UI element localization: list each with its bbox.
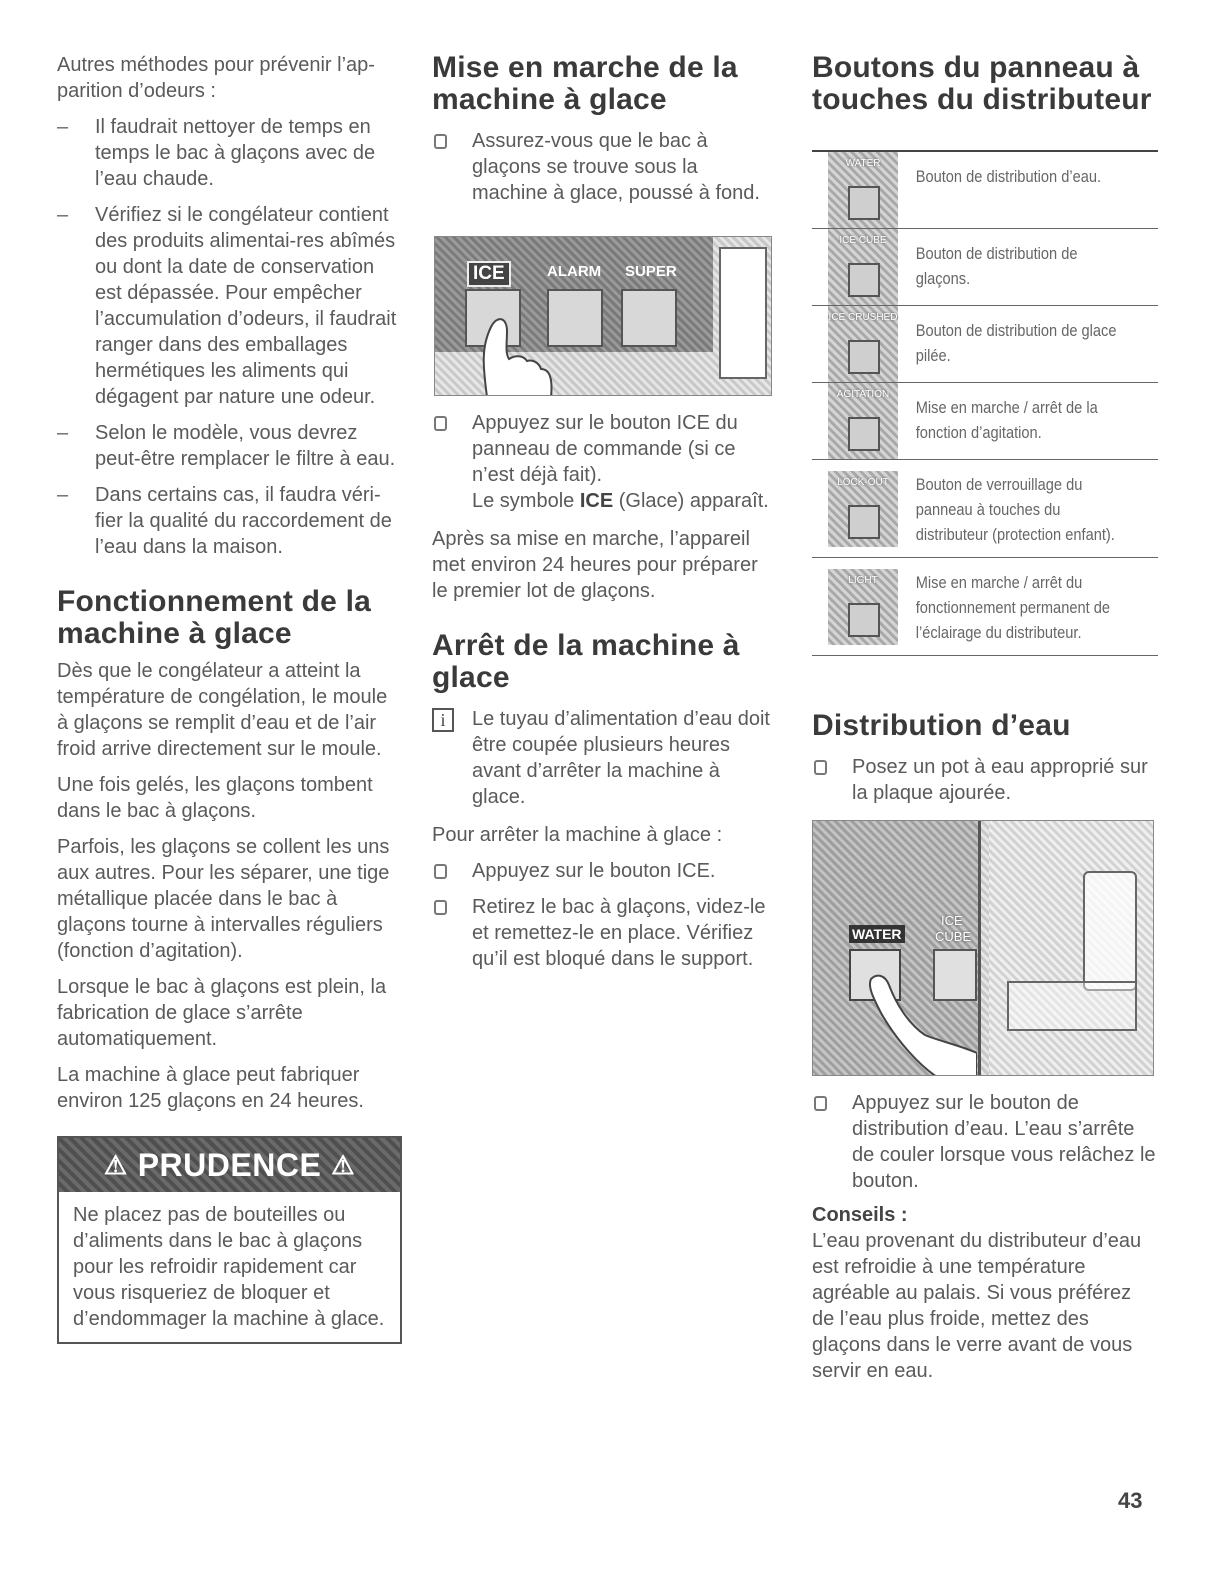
list-item	[432, 128, 777, 206]
checkbox-bullet-icon	[434, 900, 447, 915]
lock-out-button-icon	[828, 471, 898, 547]
step-text: Assurez-vous que le bac à glaçons se trouve sous la machine à glace, poussé à fond.	[472, 130, 760, 204]
info-icon: i	[432, 708, 454, 732]
ice-label: ICE	[941, 913, 963, 928]
ice-symbol-note	[472, 488, 777, 514]
dash-marker: –	[57, 422, 69, 444]
button-description: Mise en marche / arrêt de la fonction d’agitation.	[915, 398, 1098, 442]
button-tile-label: WATER	[845, 158, 881, 169]
button-description: Mise en marche / arrêt du fonctionnement permanent de l’éclairage du distributeur.	[915, 573, 1110, 642]
button-image	[812, 383, 914, 459]
section-heading-ice-maker-operation: Fonctionnement de la machine à glace	[57, 585, 372, 650]
list-item	[812, 1090, 1158, 1194]
control-panel-illustration	[434, 236, 772, 396]
display-window	[719, 247, 767, 379]
table-row	[812, 558, 1158, 656]
glass-icon	[1083, 871, 1137, 991]
list-item	[57, 114, 402, 192]
water-button-icon	[828, 152, 898, 228]
caution-header	[59, 1138, 400, 1192]
table-row	[812, 229, 1158, 306]
button-image	[812, 558, 914, 655]
button-table	[812, 150, 1158, 656]
column-2	[432, 52, 777, 972]
button-description: Bouton de verrouillage du panneau à touches du distributeur (protection enfant).	[915, 475, 1115, 544]
step-text: Appuyez sur le bouton ICE du panneau de commande (si ce n’est déjà fait).	[472, 412, 738, 486]
alarm-label: ALARM	[547, 263, 602, 280]
button-image	[812, 229, 914, 305]
caution-box	[57, 1136, 402, 1344]
odor-tip-3: Selon le modèle, vous devrez peut-être remplacer le filtre à eau.	[95, 422, 396, 470]
info-text: Le tuyau d’alimentation d’eau doit être coupée plusieurs heures avant d’arrêter la machine à glace.	[472, 708, 770, 808]
water-label: WATER	[849, 925, 905, 943]
column-1	[57, 52, 402, 1344]
pressing-finger-icon	[867, 971, 977, 1076]
ice-crushed-button-icon	[828, 306, 898, 382]
list-item	[432, 410, 777, 514]
button-tile-label: LOCK-OUT	[837, 476, 889, 488]
warning-triangle-icon: ⚠	[331, 1150, 356, 1180]
button-description: Bouton de distribution d’eau.	[915, 167, 1102, 186]
odor-intro: Autres méthodes pour prévenir l’ap-parition d’odeurs :	[57, 54, 375, 102]
dash-marker: –	[57, 116, 69, 138]
button-image	[812, 460, 914, 557]
pressing-finger-icon	[475, 307, 575, 396]
ice-cube-button-icon	[828, 229, 898, 305]
button-image	[812, 152, 914, 228]
odor-tip-1: Il faudrait nettoyer de temps en temps le bac à glaçons avec de l’eau chaude.	[95, 116, 376, 190]
list-item	[57, 420, 402, 472]
list-item	[57, 202, 402, 410]
paragraph: Pour arrêter la machine à glace :	[432, 824, 723, 846]
dash-marker: –	[57, 204, 69, 226]
light-button-icon	[828, 569, 898, 645]
agitation-button-icon	[828, 383, 898, 459]
ice-symbol: ICE	[579, 490, 614, 512]
button-image	[812, 306, 914, 382]
warning-triangle-icon: ⚠	[103, 1150, 128, 1180]
checkbox-bullet-icon	[434, 134, 447, 149]
step-text: Retirez le bac à glaçons, videz-le et remettez-le en place. Vérifiez qu’il est bloqué dans le support.	[472, 896, 766, 970]
info-note	[432, 706, 777, 810]
odor-tip-2: Vérifiez si le congélateur contient des produits alimentai-res abîmés ou dont la date de conservation est dépassée. Pour empêcher l’accumulation d’odeurs, il faudrait ranger dans des emballages hermétiques les aliments qui dégagent par nature une odeur.	[95, 204, 397, 408]
water-dispenser-illustration	[812, 820, 1154, 1076]
table-row	[812, 460, 1158, 558]
button-tile-label: LIGHT	[848, 574, 878, 586]
list-item	[57, 482, 402, 560]
list-item	[432, 858, 777, 884]
button-tile-label: ICE CRUSHED	[828, 312, 898, 323]
step-text: Appuyez sur le bouton ICE.	[472, 860, 716, 882]
checkbox-bullet-icon	[434, 416, 447, 431]
button-tile-label: AGITATION	[836, 389, 890, 400]
dash-marker: –	[57, 484, 69, 506]
column-3	[812, 52, 1158, 1384]
table-row	[812, 306, 1158, 383]
paragraph: Lorsque le bac à glaçons est plein, la fabrication de glace s’arrête automatiquement.	[57, 976, 387, 1050]
section-heading-water-dispensing: Distribution d’eau	[812, 709, 1071, 742]
checkbox-bullet-icon	[434, 864, 447, 879]
ice-label: ICE	[467, 261, 511, 287]
table-row	[812, 383, 1158, 460]
section-heading-ice-maker-stop: Arrêt de la machine à glace	[432, 629, 740, 694]
tips-heading: Conseils :	[812, 1204, 908, 1226]
caution-text: Ne placez pas de bouteilles ou d’aliments dans le bac à glaçons pour les refroidir rapidement car vous risqueriez de bloquer et d’endommager la machine à glace.	[73, 1204, 385, 1330]
list-item	[812, 754, 1158, 806]
button-description: Bouton de distribution de glace pilée.	[915, 321, 1117, 365]
cube-label: CUBE	[935, 929, 972, 944]
caution-body	[59, 1192, 400, 1342]
table-row	[812, 152, 1158, 229]
button-description: Bouton de distribution de glaçons.	[915, 244, 1078, 288]
step-text: Appuyez sur le bouton de distribution d’eau. L’eau s’arrête de couler lorsque vous relâchez le bouton.	[852, 1092, 1156, 1192]
section-heading-dispenser-buttons: Boutons du panneau à touches du distributeur	[812, 51, 1152, 116]
paragraph: La machine à glace peut fabriquer environ 125 glaçons en 24 heures.	[57, 1064, 364, 1112]
paragraph: Après sa mise en marche, l’appareil met environ 24 heures pour préparer le premier lot de glaçons.	[432, 528, 758, 602]
checkbox-bullet-icon	[814, 760, 827, 775]
button-tile-label: ICE CUBE	[839, 235, 887, 246]
list-item	[432, 894, 777, 972]
drip-tray	[1007, 981, 1137, 1031]
odor-tip-4: Dans certains cas, il faudra véri-fier la qualité du raccordement de l’eau dans la maison.	[95, 484, 392, 558]
page-number: 43	[1118, 1488, 1143, 1513]
paragraph: Une fois gelés, les glaçons tombent dans le bac à glaçons.	[57, 774, 373, 822]
note-text: Le symbole	[472, 490, 580, 512]
paragraph: Parfois, les glaçons se collent les uns aux autres. Pour les séparer, une tige métallique placée dans le bac à glaçons tourne à intervalles réguliers (fonction d’agitation).	[57, 836, 390, 962]
checkbox-bullet-icon	[814, 1096, 827, 1111]
tips-text: L’eau provenant du distributeur d’eau est refroidie à une température agréable au palais. Si vous préférez de l’eau plus froide, mettez des glaçons dans le verre avant de vous servir en eau.	[812, 1230, 1142, 1382]
section-heading-ice-maker-start: Mise en marche de la machine à glace	[432, 51, 738, 116]
super-label: SUPER	[625, 263, 677, 280]
super-button	[621, 289, 677, 347]
paragraph: Dès que le congélateur a atteint la température de congélation, le moule à glaçons se remplit d’eau et de l’air froid arrive directement sur le moule.	[57, 660, 388, 760]
step-text: Posez un pot à eau approprié sur la plaque ajourée.	[852, 756, 1148, 804]
note-text: (Glace) apparaît.	[613, 490, 769, 512]
caution-title: PRUDENCE	[137, 1147, 322, 1183]
